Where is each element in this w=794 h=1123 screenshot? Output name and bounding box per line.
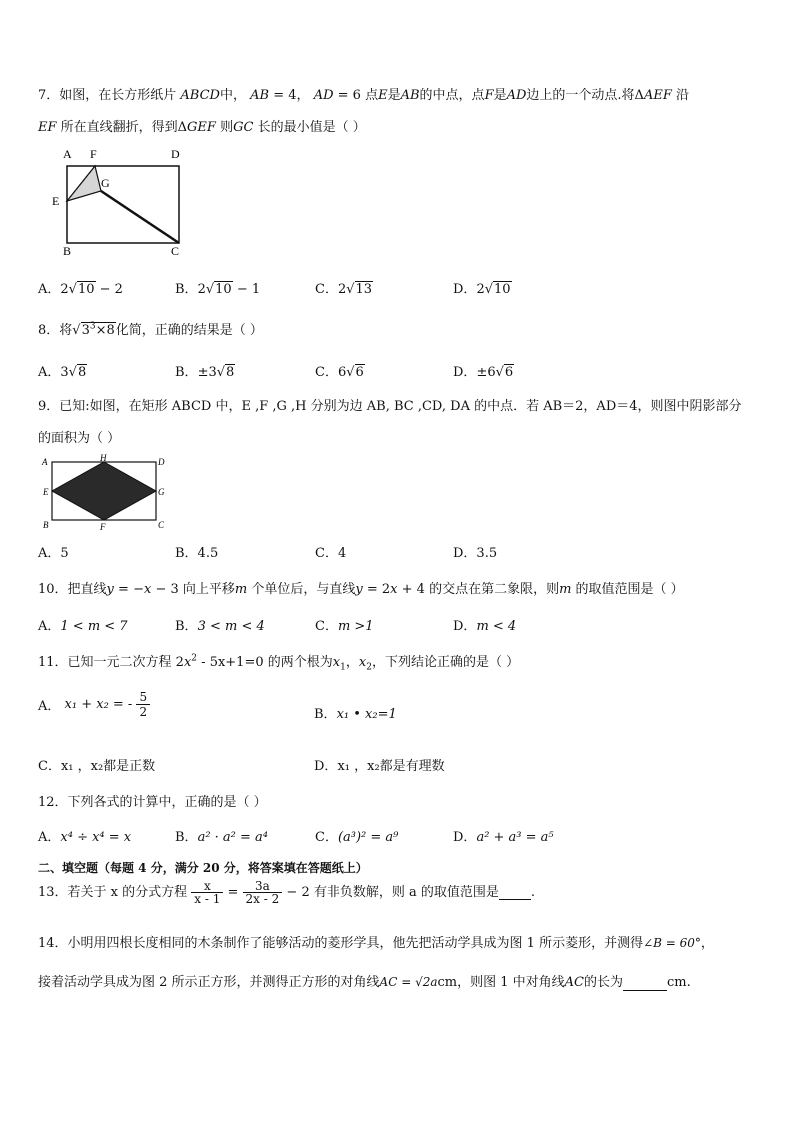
q10-option-c[interactable]: C．m >1 <box>315 619 374 634</box>
q11-stem: 11．已知一元二次方程 $2x^2 - 5x+1=0$ 的两个根为$x_1$，$x_2$，下列结论正确的是（ ） <box>38 653 520 673</box>
q7-option-d[interactable]: D．2√10 <box>453 282 511 297</box>
q7-option-c[interactable]: C．2√13 <box>315 282 373 297</box>
section-heading: 二、填空题（每题 4 分，满分 20 分，将答案填在答题纸上） <box>38 861 368 875</box>
q13-answer-blank[interactable] <box>499 886 531 900</box>
q8-option-d[interactable]: D．±6√6 <box>453 365 514 380</box>
label-B: B <box>43 520 49 530</box>
q12-option-b[interactable]: B．a² · a² = a⁴ <box>175 830 269 845</box>
q11-option-b[interactable]: B．x₁ • x₂=1 <box>314 707 397 722</box>
q11-option-d[interactable]: D．x₁ ，x₂都是有理数 <box>314 759 445 774</box>
label-A: A <box>63 147 72 161</box>
label-C: C <box>158 520 165 530</box>
q7-option-a[interactable]: A．2√10 − 2 <box>38 282 123 297</box>
label-D: D <box>171 147 180 161</box>
q12-stem: 12．下列各式的计算中，正确的是（ ） <box>38 795 267 810</box>
folded-triangle-gef <box>67 166 101 201</box>
label-G: G <box>158 487 165 497</box>
q10-option-d[interactable]: D．m < 4 <box>453 619 517 634</box>
label-B: B <box>63 244 72 258</box>
q9-option-c[interactable]: C．4 <box>315 546 347 561</box>
label-F: F <box>100 522 106 532</box>
q9-figure <box>40 452 170 532</box>
q8-stem: 8．将$√3^3\times 8$化简，正确的结果是（ ） <box>38 321 263 338</box>
q11-option-a[interactable]: A． x₁ + x₂ = - $\frac{5}{2}$ <box>38 690 150 719</box>
q9-option-b[interactable]: B．4.5 <box>175 546 219 561</box>
label-D: D <box>158 457 165 467</box>
q8-option-b[interactable]: B．±3√8 <box>175 365 235 380</box>
segment-gc <box>101 191 179 243</box>
q14-line2: 接着活动学具成为图 2 所示正方形，并测得正方形的对角线AC = √2acm，则图 1 中对角线AC的长为 cm. <box>38 975 691 990</box>
label-F: F <box>90 147 97 161</box>
q7-line1: 7．如图，在长方形纸片 ABCD中， AB = 4， AD = 6 点E是AB的中点，点F是AD边上的一个动点.将ΔAEF 沿 <box>38 88 689 103</box>
label-C: C <box>171 244 180 258</box>
q10-stem: 10．把直线y = −x − 3 向上平移m 个单位后，与直线y = 2x + 4 的交点在第二象限，则m 的取值范围是（ ） <box>38 582 684 597</box>
q12-option-a[interactable]: A．x⁴ ÷ x⁴ = x <box>38 830 132 845</box>
q12-option-d[interactable]: D．a² + a³ = a⁵ <box>453 830 554 845</box>
q13-stem: 13．若关于 x 的分式方程 $\frac{x}{x - 1}$ = $\frac{3a}{2x - 2}$ − 2 有非负数解，则 a 的取值范围是 . <box>38 879 535 906</box>
q8-option-a[interactable]: A．3√8 <box>38 365 87 380</box>
q14-answer-blank[interactable] <box>623 975 667 991</box>
label-H: H <box>100 453 107 463</box>
fraction-x-over-x-minus-1: $\frac{x}{x - 1}$ <box>191 880 223 905</box>
q11-option-c[interactable]: C．x₁ ，x₂都是正数 <box>38 759 156 774</box>
shaded-rhombus-efgh <box>52 462 156 520</box>
q7-line2: EF 所在直线翻折，得到ΔGEF 则GC 长的最小值是（ ） <box>38 120 366 135</box>
label-A: A <box>42 457 48 467</box>
q9-option-a[interactable]: A．5 <box>38 546 69 561</box>
label-E: E <box>43 487 49 497</box>
q9-line1: 9．已知:如图，在矩形 ABCD 中，E ,F ,G ,H 分别为边 AB, BC ,CD, DA 的中点．若 AB＝2，AD＝4，则图中阴影部分 <box>38 399 742 414</box>
label-E: E <box>52 194 60 208</box>
fraction-5-2: $\frac{5}{2}$ <box>136 690 150 719</box>
q10-option-b[interactable]: B．3 < m < 4 <box>175 619 265 634</box>
q9-line2: 的面积为（ ） <box>38 431 121 446</box>
q7-figure <box>45 143 195 258</box>
q7-option-b[interactable]: B．2√10 − 1 <box>175 282 261 297</box>
fraction-3a-over-2x-minus-2: $\frac{3a}{2x - 2}$ <box>243 880 283 905</box>
label-G: G <box>101 176 110 190</box>
q14-line1: 14．小明用四根长度相同的木条制作了能够活动的菱形学具，他先把活动学具成为图 1 所示菱形，并测得∠B = 60°， <box>38 936 714 951</box>
q9-option-d[interactable]: D．3.5 <box>453 546 498 561</box>
q8-option-c[interactable]: C．6√6 <box>315 365 364 380</box>
q12-option-c[interactable]: C．(a³)² = a⁹ <box>315 830 399 845</box>
q10-option-a[interactable]: A．1 < m < 7 <box>38 619 128 634</box>
